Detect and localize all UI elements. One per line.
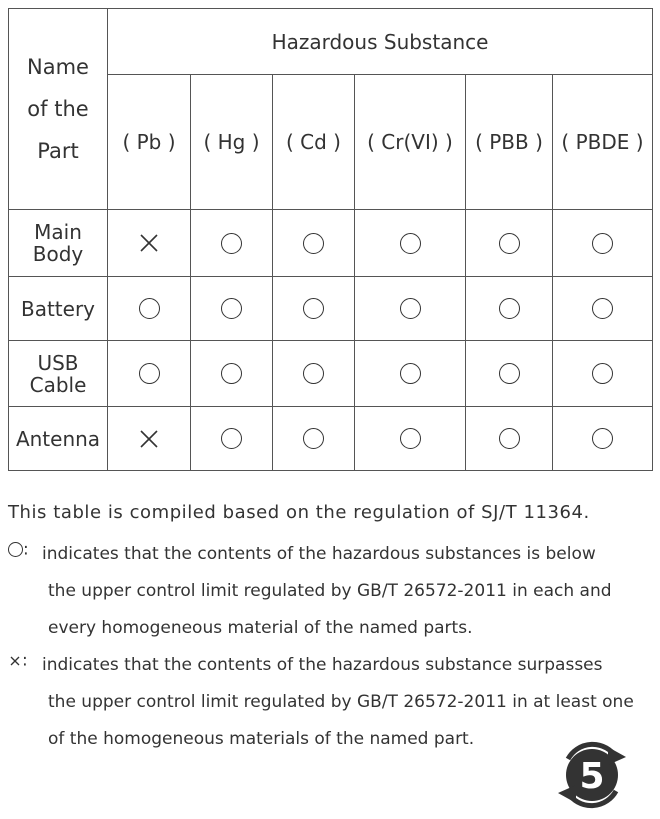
legend-line: indicates that the contents of the hazardous substance surpasses [42,655,603,675]
mark-cell [191,341,273,407]
substance-header-cd: ( Cd ) [273,75,355,210]
hazardous-substance-table [8,8,653,471]
circle-mark-icon [303,363,324,384]
legend-line: the upper control limit regulated by GB/T 26572-2011 in at least one [48,692,634,712]
mark-cell [553,341,653,407]
table-row-main-body [9,210,653,277]
substance-header-pbb: ( PBB ) [466,75,553,210]
part-name-line: Main [34,220,82,244]
circle-mark-icon [139,363,160,384]
mark-cell [466,277,553,341]
circle-legend [8,536,658,647]
part-name-line: Body [32,242,84,266]
part-name-line: USB [37,350,79,375]
efup-5-recycle-logo-icon [546,739,638,811]
mark-cell [191,407,273,471]
circle-mark-icon [221,363,242,384]
table-row-usb-cable [9,341,653,407]
circle-mark-icon [592,233,613,254]
name-header-line: Part [37,139,79,163]
name-of-part-header [9,9,108,210]
mark-cell [553,407,653,471]
mark-cell [355,210,466,277]
name-header-line: Name [27,55,89,79]
circle-mark-icon [499,363,520,384]
substance-header-cr-vi: ( Cr(VI) ) [355,75,466,210]
circle-mark-icon [592,363,613,384]
part-name-cell [9,277,108,341]
mark-cell [466,341,553,407]
compiled-note: This table is compiled based on the regulation of SJ/T 11364. [8,502,590,523]
circle-mark-icon [499,298,520,319]
mark-cell [355,277,466,341]
mark-cell [273,210,355,277]
mark-cell [553,277,653,341]
table-row-battery [9,277,653,341]
mark-cell [108,210,191,277]
mark-cell [466,210,553,277]
table-row-antenna [9,407,653,471]
substance-header-hg: ( Hg ) [191,75,273,210]
part-name-line: Antenna [15,426,101,451]
notes-section [8,502,658,758]
mark-cell [108,341,191,407]
part-name-cell [9,210,108,277]
circle-mark-icon [499,233,520,254]
mark-cell [273,341,355,407]
circle-symbol-icon [8,542,23,557]
legend-line: indicates that the contents of the hazardous substances is below [42,544,596,564]
legend-colon: : [22,650,28,671]
circle-mark-icon [303,233,324,254]
circle-mark-icon [400,428,421,449]
part-name-cell [9,341,108,407]
cross-mark-icon [139,429,159,449]
mark-cell [273,407,355,471]
mark-cell [355,407,466,471]
substance-header-pbde: ( PBDE ) [553,75,653,210]
mark-cell [466,407,553,471]
part-name-cell [9,407,108,471]
mark-cell [108,277,191,341]
circle-mark-icon [400,233,421,254]
circle-mark-icon [221,233,242,254]
circle-mark-icon [592,298,613,319]
cross-symbol-icon [8,654,22,668]
circle-mark-icon [303,428,324,449]
circle-mark-icon [592,428,613,449]
part-name-line: Battery [20,296,96,321]
mark-cell [553,210,653,277]
circle-mark-icon [400,298,421,319]
mark-cell [108,407,191,471]
legend-colon: : [23,539,29,560]
mark-cell [355,341,466,407]
mark-cell [191,277,273,341]
part-name-line: Cable [29,372,87,397]
substance-header-pb: ( Pb ) [108,75,191,210]
legend-line: of the homogeneous materials of the named part. [48,729,475,749]
name-header-line: of the [27,97,89,121]
circle-mark-icon [221,298,242,319]
mark-cell [273,277,355,341]
circle-mark-icon [303,298,324,319]
circle-mark-icon [400,363,421,384]
legend-line: the upper control limit regulated by GB/T 26572-2011 in each and [48,581,612,601]
hazardous-substance-header: Hazardous Substance [108,9,653,75]
logo-number: 5 [579,756,605,797]
circle-mark-icon [221,428,242,449]
legend-line: every homogeneous material of the named parts. [48,618,473,638]
circle-mark-icon [139,298,160,319]
cross-mark-icon [139,233,159,253]
mark-cell [191,210,273,277]
circle-mark-icon [499,428,520,449]
